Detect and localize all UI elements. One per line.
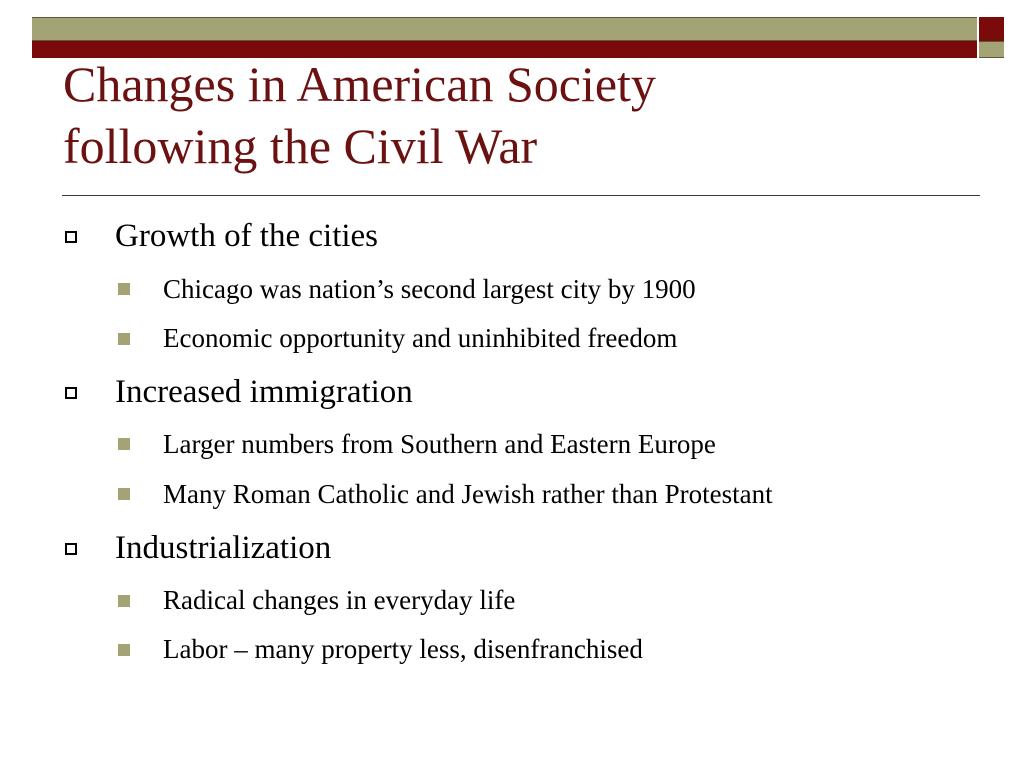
- hollow-square-bullet-icon: [65, 543, 77, 555]
- filled-square-bullet-icon: [118, 333, 130, 345]
- slide-title-line-1: Changes in American Society: [63, 56, 656, 112]
- hollow-square-bullet-icon: [65, 387, 77, 399]
- hollow-square-bullet-icon: [65, 231, 77, 243]
- sub-bullet-chicago: Chicago was nation’s second largest city by 1900: [163, 274, 696, 304]
- filled-square-bullet-icon: [118, 438, 130, 450]
- slide-title-line-2: following the Civil War: [63, 118, 538, 174]
- bullet-industrialization: Industrialization: [115, 530, 332, 566]
- bullet-growth-of-cities: Growth of the cities: [115, 218, 379, 254]
- sub-bullet-roman-catholic-jewish: Many Roman Catholic and Jewish rather than Protestant: [163, 479, 773, 509]
- sub-bullet-radical-changes: Radical changes in everyday life: [163, 585, 516, 615]
- bullet-increased-immigration: Increased immigration: [115, 374, 413, 410]
- sub-bullet-southern-eastern-europe: Larger numbers from Southern and Eastern Europe: [163, 429, 716, 459]
- sub-bullet-labor: Labor – many property less, disenfranchised: [163, 634, 643, 664]
- filled-square-bullet-icon: [118, 644, 130, 656]
- sub-bullet-economic-opportunity: Economic opportunity and uninhibited freedom: [163, 323, 678, 353]
- filled-square-bullet-icon: [118, 488, 130, 500]
- filled-square-bullet-icon: [118, 283, 130, 295]
- filled-square-bullet-icon: [118, 595, 130, 607]
